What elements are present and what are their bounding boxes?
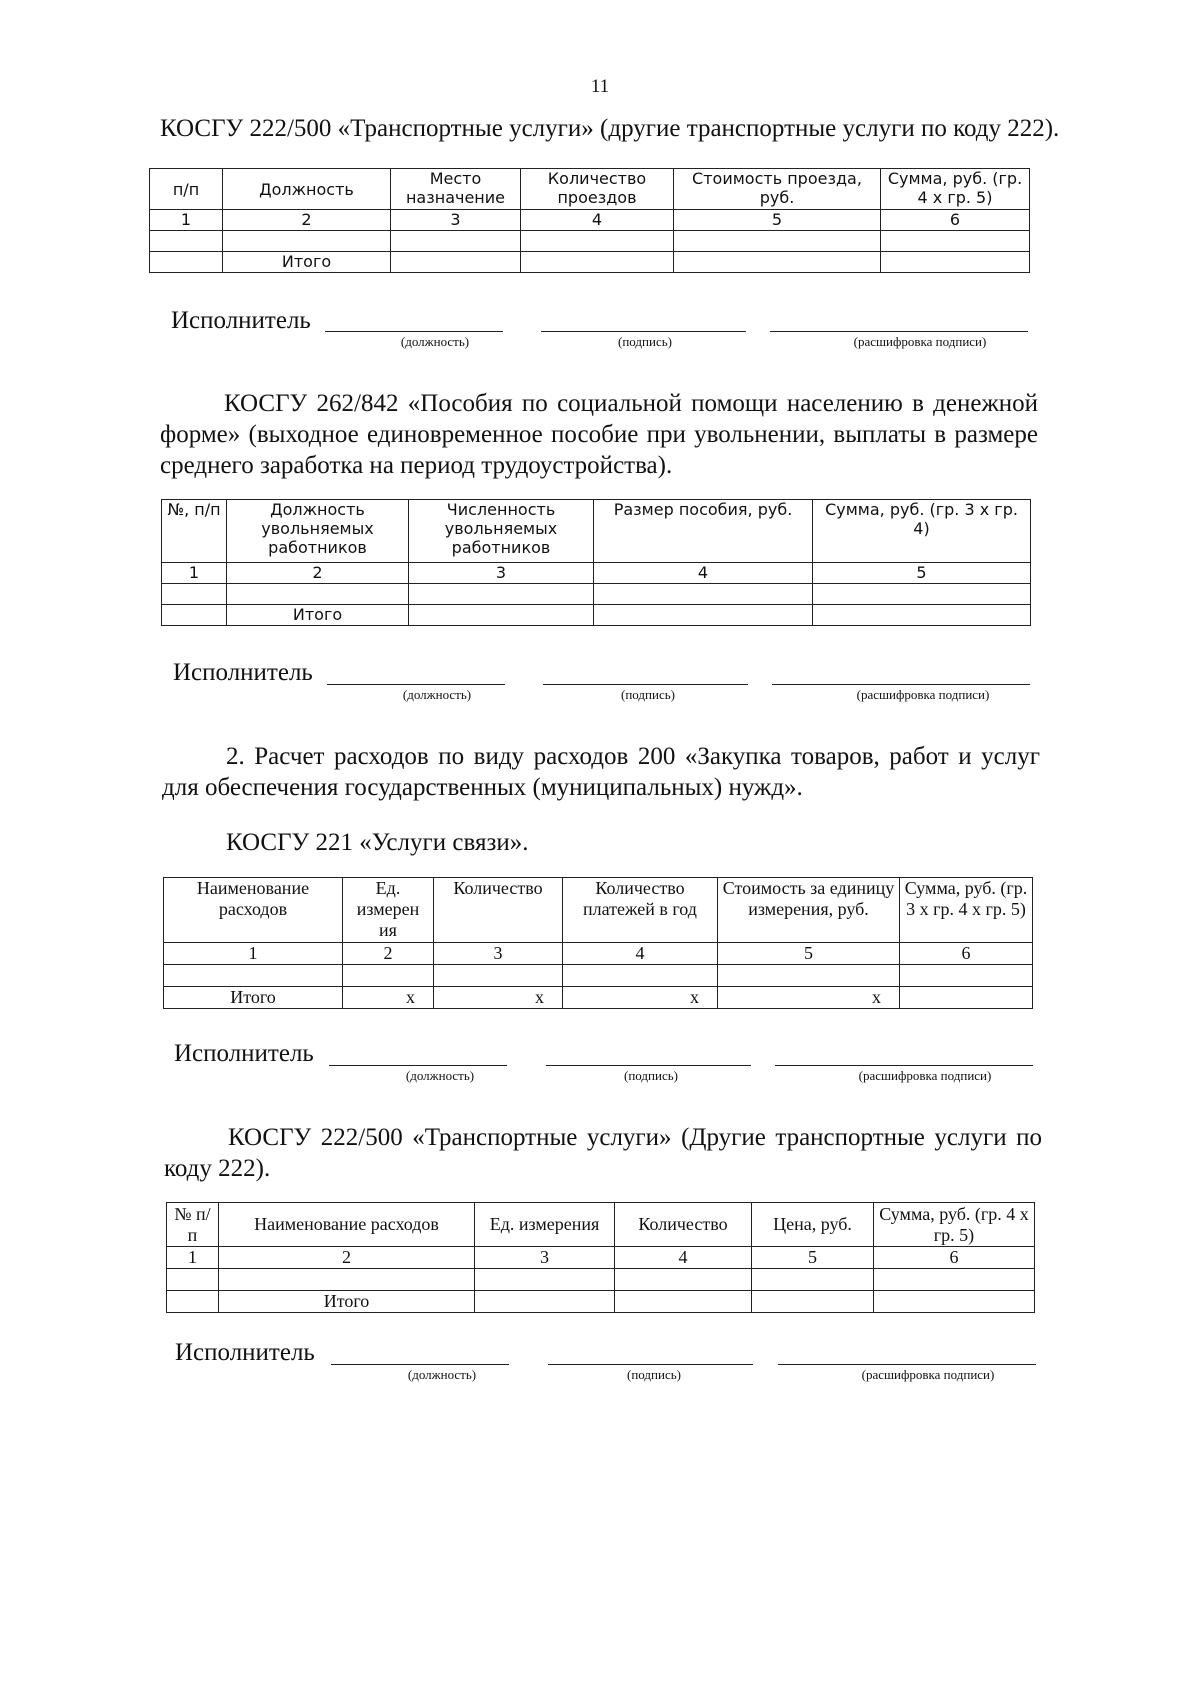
table-cell	[150, 231, 223, 252]
table-cell	[594, 605, 813, 626]
header-cell: №, п/п	[162, 500, 227, 563]
column-number: 5	[752, 1247, 874, 1269]
table-cell	[563, 965, 718, 987]
table-cell	[150, 252, 223, 273]
table-cell	[615, 1291, 752, 1313]
total-label: Итого	[223, 252, 391, 273]
column-number: 2	[219, 1247, 475, 1269]
position-line	[325, 331, 503, 332]
table-cell	[223, 231, 391, 252]
column-number: 3	[391, 210, 521, 231]
table-cell	[900, 987, 1033, 1009]
header-cell: п/п	[150, 169, 223, 210]
table-cell	[475, 1269, 615, 1291]
column-number: 2	[227, 563, 409, 584]
table-cell	[391, 231, 521, 252]
column-number: 6	[881, 210, 1030, 231]
header-cell: Цена, руб.	[752, 1203, 874, 1247]
header-cell: Ед. измерения	[475, 1203, 615, 1247]
signature-caption: (подпись)	[627, 1367, 681, 1382]
table-cell	[391, 252, 521, 273]
position-line	[327, 684, 505, 685]
header-cell: Стоимость за единицу измерения, руб.	[718, 878, 900, 943]
table-cell	[615, 1269, 752, 1291]
table-cell	[343, 965, 434, 987]
table-cell	[813, 605, 1031, 626]
table-cell	[409, 584, 594, 605]
not-applicable-mark: х	[718, 987, 900, 1009]
header-cell: Сумма, руб. (гр. 3 х гр. 4)	[813, 500, 1031, 563]
table-cell	[752, 1269, 874, 1291]
table-cell	[594, 584, 813, 605]
section1-title: КОСГУ 222/500 «Транспортные услуги» (другие транспортные услуги по коду 222).	[160, 115, 1060, 142]
position-caption: (должность)	[407, 1367, 477, 1382]
header-cell: Размер пособия, руб.	[594, 500, 813, 563]
decoding-caption: (расшифровка подписи)	[856, 687, 990, 702]
column-number: 3	[475, 1247, 615, 1269]
column-number: 1	[162, 563, 227, 584]
total-label: Итого	[219, 1291, 475, 1313]
table-cell	[409, 605, 594, 626]
not-applicable-mark: х	[343, 987, 434, 1009]
header-cell: Наименование расходов	[219, 1203, 475, 1247]
column-number: 6	[874, 1247, 1035, 1269]
position-line	[331, 1364, 509, 1365]
table-cell	[521, 252, 674, 273]
position-caption: (должность)	[402, 687, 472, 702]
decoding-line	[778, 1364, 1036, 1365]
table-cell	[674, 252, 881, 273]
table-cell	[718, 965, 900, 987]
table-cell	[167, 1269, 219, 1291]
column-number: 4	[615, 1247, 752, 1269]
executor-label: Исполнитель	[171, 307, 311, 334]
decoding-caption: (расшифровка подписи)	[853, 334, 987, 349]
header-cell: Сумма, руб. (гр. 4 х гр. 5)	[881, 169, 1030, 210]
decoding-line	[775, 1065, 1033, 1066]
table-cell	[874, 1269, 1035, 1291]
decoding-line	[772, 684, 1030, 685]
signature-line	[546, 1065, 751, 1066]
header-cell: Количество платежей в год	[563, 878, 718, 943]
header-cell: Сумма, руб. (гр. 3 х гр. 4 х гр. 5)	[900, 878, 1033, 943]
signature-caption: (подпись)	[624, 1068, 678, 1083]
table-cell	[167, 1291, 219, 1313]
column-number: 5	[718, 943, 900, 965]
position-line	[329, 1065, 507, 1066]
table-cell	[874, 1291, 1035, 1313]
column-number: 5	[674, 210, 881, 231]
position-caption: (должность)	[405, 1068, 475, 1083]
table-cell	[674, 231, 881, 252]
header-cell: Место назначение	[391, 169, 521, 210]
signature-line	[541, 331, 746, 332]
decoding-caption: (расшифровка подписи)	[858, 1068, 992, 1083]
table-cell	[164, 965, 343, 987]
header-cell: Должность увольняемых работников	[227, 500, 409, 563]
column-number: 4	[521, 210, 674, 231]
signature-caption: (подпись)	[621, 687, 675, 702]
column-number: 3	[409, 563, 594, 584]
table-cell	[162, 605, 227, 626]
section3-table	[163, 877, 1033, 1009]
column-number: 1	[164, 943, 343, 965]
signature-caption: (подпись)	[618, 334, 672, 349]
header-cell: Наименование расходов	[164, 878, 343, 943]
total-label: Итого	[227, 605, 409, 626]
table-cell	[881, 231, 1030, 252]
header-cell: Должность	[223, 169, 391, 210]
section1-table	[149, 168, 1030, 273]
header-cell: Численность увольняемых работников	[409, 500, 594, 563]
column-number: 1	[167, 1247, 219, 1269]
section3-heading: 2. Расчет расходов по виду расходов 200 «Закупка товаров, работ и услуг для обеспечения государственных (муниципальных) нужд».	[162, 743, 1040, 801]
column-number: 4	[563, 943, 718, 965]
section4-table	[166, 1202, 1035, 1313]
table-cell	[475, 1291, 615, 1313]
section2-table	[161, 499, 1031, 626]
total-label: Итого	[164, 987, 343, 1009]
table-cell	[813, 584, 1031, 605]
column-number: 2	[223, 210, 391, 231]
section3-title: КОСГУ 221 «Услуги связи».	[226, 829, 529, 856]
executor-label: Исполнитель	[173, 659, 313, 686]
table-cell	[881, 252, 1030, 273]
table-cell	[434, 965, 563, 987]
header-cell: Сумма, руб. (гр. 4 х гр. 5)	[874, 1203, 1035, 1247]
column-number: 5	[813, 563, 1031, 584]
not-applicable-mark: х	[434, 987, 563, 1009]
table-cell	[162, 584, 227, 605]
decoding-caption: (расшифровка подписи)	[861, 1367, 995, 1382]
signature-line	[543, 684, 748, 685]
column-number: 1	[150, 210, 223, 231]
section4-title: КОСГУ 222/500 «Транспортные услуги» (Другие транспортные услуги по коду 222).	[164, 1124, 1042, 1182]
column-number: 6	[900, 943, 1033, 965]
signature-line	[548, 1364, 753, 1365]
table-cell	[227, 584, 409, 605]
table-cell	[521, 231, 674, 252]
header-cell: Количество	[615, 1203, 752, 1247]
column-number: 2	[343, 943, 434, 965]
executor-label: Исполнитель	[175, 1339, 315, 1366]
table-cell	[219, 1269, 475, 1291]
executor-label: Исполнитель	[174, 1040, 314, 1067]
decoding-line	[770, 331, 1028, 332]
header-cell: Стоимость проезда, руб.	[674, 169, 881, 210]
header-cell: Количество проездов	[521, 169, 674, 210]
section2-title: КОСГУ 262/842 «Пособия по социальной помощи населению в денежной форме» (выходное единовременное пособие при увольнении, выплаты в размере среднего заработка на период трудоустройства).	[160, 390, 1038, 479]
header-cell: № п/п	[167, 1203, 219, 1247]
column-number: 3	[434, 943, 563, 965]
table-cell	[752, 1291, 874, 1313]
page-number: 11	[590, 76, 610, 97]
header-cell: Количество	[434, 878, 563, 943]
not-applicable-mark: х	[563, 987, 718, 1009]
header-cell: Ед. измерен ия	[343, 878, 434, 943]
table-cell	[900, 965, 1033, 987]
column-number: 4	[594, 563, 813, 584]
position-caption: (должность)	[400, 334, 470, 349]
